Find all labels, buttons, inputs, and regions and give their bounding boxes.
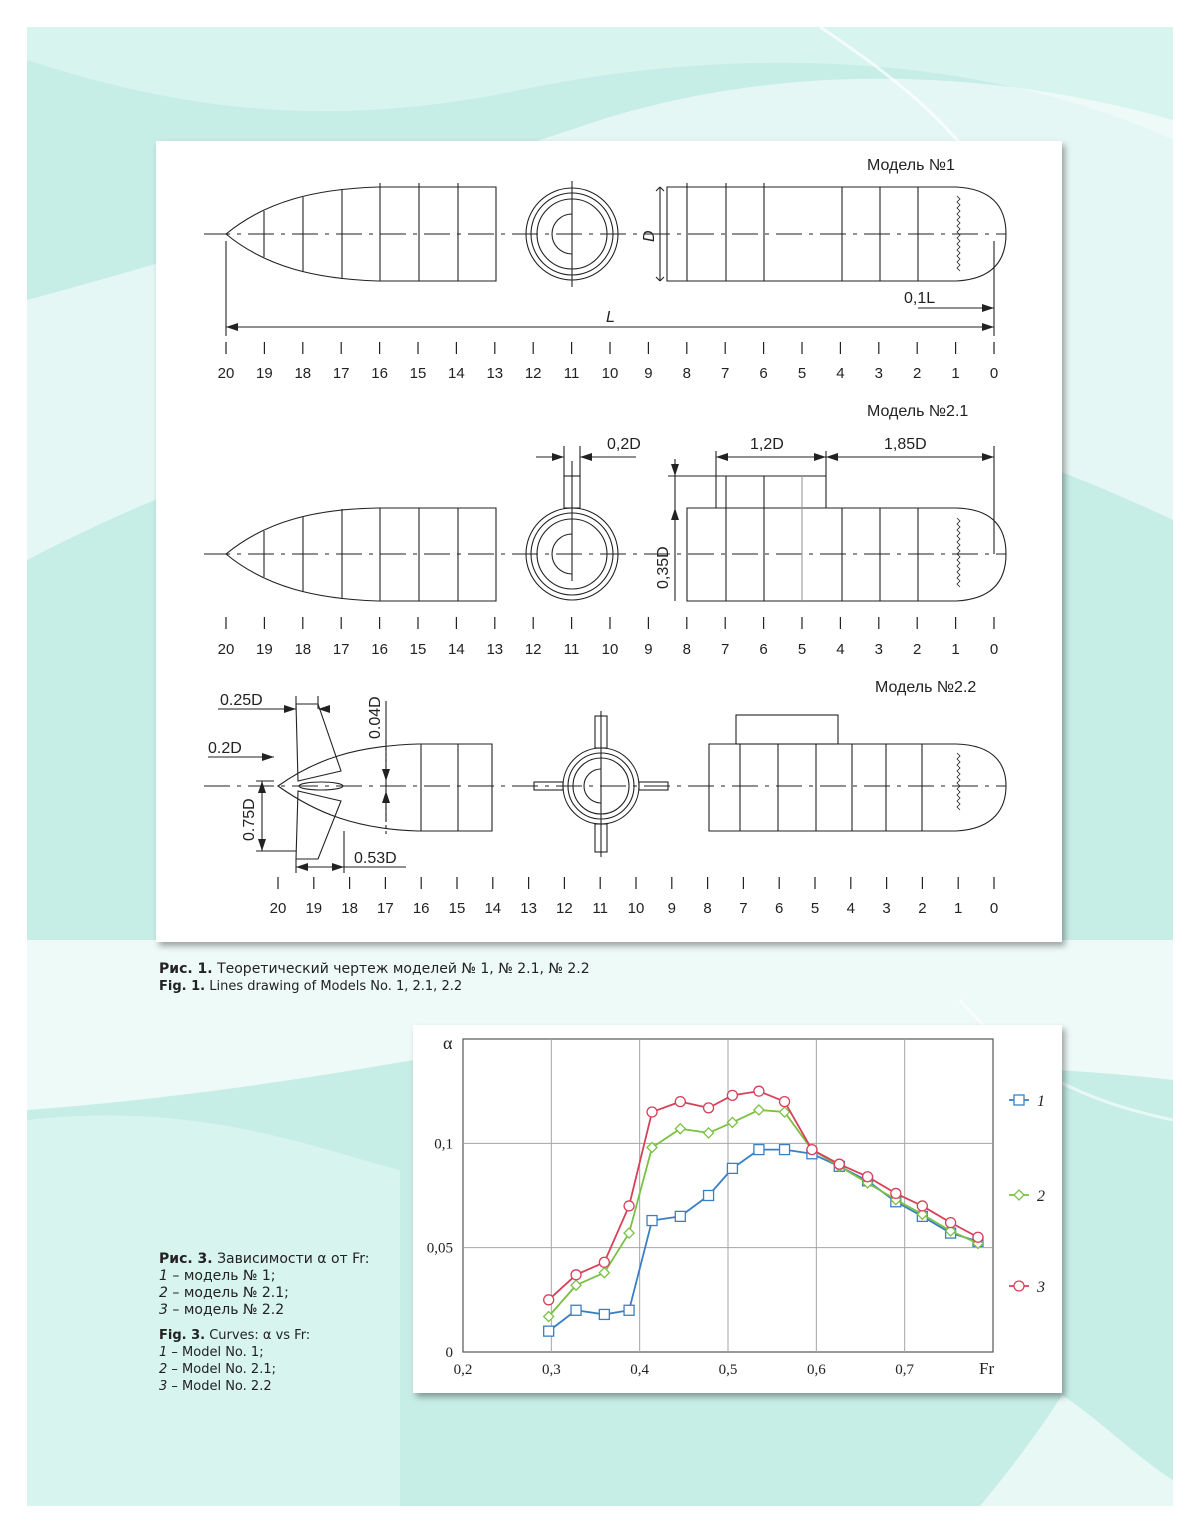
data-point (891, 1188, 901, 1198)
stations-row-model21 (218, 617, 999, 658)
data-point (624, 1228, 634, 1238)
station-label: 9 (644, 365, 653, 382)
legend-item (1009, 1093, 1045, 1110)
data-point (647, 1216, 657, 1226)
station-label: 4 (846, 900, 855, 917)
x-tick-label: 0,2 (453, 1362, 473, 1378)
legend-label: 1 (1037, 1093, 1045, 1110)
model22-aft-body (709, 744, 1006, 831)
data-point (946, 1218, 956, 1228)
series-1 (544, 1145, 983, 1337)
station-label: 2 (913, 641, 922, 658)
station-label: 11 (592, 900, 608, 917)
caption1-ru-text: Теоретический чертеж моделей № 1, № 2.1, № 2.2 (212, 961, 590, 977)
data-point (599, 1309, 609, 1319)
station-label: 5 (797, 641, 807, 658)
station-label: 10 (601, 641, 619, 658)
data-point (1014, 1190, 1024, 1200)
data-point (704, 1103, 714, 1113)
station-label: 19 (305, 900, 323, 917)
figure3-panel (413, 1025, 1062, 1393)
dim-0.2D-label-b: 0.2D (208, 740, 242, 757)
data-point (754, 1086, 764, 1096)
figure3-caption (159, 1251, 369, 1395)
model22-section-view (534, 711, 668, 857)
caption1-en-label: Fig. 1. (159, 979, 206, 994)
station-label: 9 (667, 900, 676, 917)
station-label: 8 (682, 641, 691, 658)
caption3-ru-item-num: 2 (159, 1285, 168, 1301)
y-tick-labels (427, 1136, 453, 1361)
caption1-en-text: Lines drawing of Models No. 1, 2.1, 2.2 (205, 979, 463, 994)
caption3-ru-item-num: 1 (159, 1268, 168, 1284)
station-label: 10 (601, 365, 619, 382)
station-label: 0 (989, 900, 999, 917)
data-point (544, 1326, 554, 1336)
caption3-en-item-text: – Model No. 1; (167, 1345, 264, 1360)
station-label: 14 (448, 641, 465, 658)
alpha-vs-fr-chart (413, 1025, 1062, 1393)
station-label: 5 (797, 365, 807, 382)
data-point (754, 1145, 764, 1155)
station-label: 12 (524, 641, 542, 658)
caption3-ru-item-text: – модель № 2.2 (167, 1302, 285, 1318)
model21-drawing (204, 403, 1006, 601)
station-label: 2 (913, 365, 922, 382)
station-label: 1 (954, 900, 963, 917)
dim-0.53D-label: 0.53D (354, 850, 397, 867)
y-axis-label: α (443, 1033, 453, 1053)
station-label: 7 (721, 365, 730, 382)
caption3-en-item-text: – Model No. 2.2 (167, 1379, 272, 1394)
data-point (571, 1270, 581, 1280)
series-line (549, 1110, 978, 1317)
series-layer (544, 1086, 983, 1336)
station-label: 3 (882, 900, 891, 917)
station-label: 7 (721, 641, 730, 658)
station-label: 13 (486, 641, 504, 658)
dim-L-label: L (606, 309, 615, 326)
dim-0.1L-label: 0,1L (904, 290, 936, 307)
station-label: 3 (874, 365, 883, 382)
legend-item (1009, 1188, 1045, 1205)
station-label: 13 (520, 900, 537, 917)
model22-fore-body (278, 744, 492, 831)
station-label: 16 (412, 900, 430, 917)
data-point (780, 1145, 790, 1155)
data-point (1014, 1281, 1024, 1291)
figure1-caption (159, 961, 590, 995)
legend-label: 2 (1037, 1188, 1045, 1205)
station-label: 0 (989, 365, 999, 382)
station-label: 18 (294, 365, 312, 382)
caption3-en-text: Curves: α vs Fr: (205, 1328, 311, 1343)
station-label: 13 (486, 365, 504, 382)
legend (1009, 1093, 1045, 1296)
station-label: 8 (682, 365, 691, 382)
station-label: 17 (377, 900, 394, 917)
station-label: 15 (448, 900, 466, 917)
station-label: 6 (759, 365, 768, 382)
grid-lines (463, 1039, 993, 1352)
data-point (599, 1257, 609, 1267)
station-label: 6 (759, 641, 768, 658)
data-point (647, 1107, 657, 1117)
data-point (647, 1143, 657, 1153)
data-point (727, 1117, 737, 1127)
x-tick-labels (454, 1362, 915, 1378)
station-label: 12 (524, 365, 542, 382)
x-tick-label: 0,4 (630, 1362, 650, 1378)
x-tick-label: 0,7 (895, 1362, 915, 1378)
caption1-ru-label: Рис. 1. (159, 961, 213, 977)
data-point (973, 1232, 983, 1242)
model22-upper-fin (296, 704, 341, 781)
model1-fore-stations (264, 183, 458, 281)
station-label: 10 (627, 900, 645, 917)
data-point (624, 1305, 634, 1315)
data-point (807, 1145, 817, 1155)
data-point (727, 1090, 737, 1100)
model22-drawing (204, 679, 1006, 873)
data-point (571, 1305, 581, 1315)
station-label: 14 (484, 900, 502, 917)
x-tick-label: 0,5 (718, 1362, 738, 1378)
dim-D-label: D (641, 230, 658, 242)
station-label: 1 (951, 365, 960, 382)
station-label: 18 (341, 900, 358, 917)
legend-item (1009, 1279, 1045, 1296)
station-label: 17 (332, 365, 350, 382)
dim-1.85D-label: 1,85D (884, 436, 927, 453)
caption3-en-item-num: 2 (159, 1362, 168, 1377)
data-point (917, 1201, 927, 1211)
station-label: 12 (556, 900, 573, 917)
data-point (727, 1163, 737, 1173)
model21-section-view (526, 436, 641, 600)
dim-0.75D-label: 0.75D (241, 798, 258, 841)
caption3-ru-item-num: 3 (159, 1302, 168, 1318)
dim-0.2D-label: 0,2D (607, 436, 641, 453)
station-label: 20 (269, 900, 287, 917)
station-label: 1 (951, 641, 960, 658)
station-label: 20 (217, 365, 235, 382)
data-point (1014, 1095, 1024, 1105)
dim-0.04D-label: 0.04D (367, 696, 384, 739)
y-tick-label: 0,05 (426, 1240, 453, 1257)
dim-0.35D-label: 0,35D (655, 546, 672, 589)
data-point (599, 1268, 609, 1278)
station-label: 18 (294, 641, 312, 658)
lines-drawing (156, 141, 1062, 942)
data-point (675, 1124, 685, 1134)
caption3-en-label: Fig. 3. (159, 1328, 206, 1343)
station-label: 7 (739, 900, 748, 917)
station-label: 14 (448, 365, 465, 382)
caption3-ru-text: Зависимости α от Fr: (212, 1251, 370, 1267)
station-label: 16 (371, 641, 388, 658)
station-label: 20 (217, 641, 235, 658)
station-label: 19 (256, 641, 273, 658)
station-label: 8 (703, 900, 712, 917)
y-tick-label: 0 (445, 1345, 453, 1361)
model1-title: Модель №1 (867, 157, 955, 174)
x-tick-label: 0,3 (541, 1362, 561, 1378)
caption3-en-item-text: – Model No. 2.1; (167, 1362, 276, 1377)
station-label: 16 (371, 365, 388, 382)
station-label: 17 (332, 641, 350, 658)
data-point (704, 1191, 714, 1201)
station-label: 9 (644, 641, 653, 658)
stations-row-model1 (218, 342, 999, 382)
model22-sail (736, 715, 838, 744)
caption3-ru-item-text: – модель № 2.1; (167, 1285, 289, 1301)
data-point (675, 1211, 685, 1221)
station-label: 11 (563, 365, 580, 382)
series-line (549, 1091, 978, 1300)
station-label: 19 (256, 365, 273, 382)
dim-0.25D-label: 0.25D (220, 692, 263, 709)
station-label: 15 (409, 641, 427, 658)
data-point (704, 1128, 714, 1138)
stations-row-model22 (270, 877, 999, 917)
station-label: 3 (874, 641, 883, 658)
station-label: 15 (409, 365, 427, 382)
legend-label: 3 (1037, 1279, 1045, 1296)
caption3-ru-label: Рис. 3. (159, 1251, 213, 1267)
y-tick-label: 0,1 (434, 1136, 453, 1153)
x-axis-label: Fr (979, 1359, 995, 1378)
data-point (675, 1097, 685, 1107)
dim-1.2D-label: 1,2D (750, 436, 784, 453)
x-tick-label: 0,6 (806, 1362, 826, 1378)
station-label: 4 (836, 365, 845, 382)
station-label: 11 (563, 641, 580, 658)
caption3-en-item-num: 3 (159, 1379, 168, 1394)
caption3-ru-item-text: – модель № 1; (167, 1268, 276, 1284)
data-point (834, 1159, 844, 1169)
model22-title: Модель №2.2 (875, 679, 977, 696)
station-label: 2 (918, 900, 927, 917)
data-point (780, 1097, 790, 1107)
data-point (544, 1295, 554, 1305)
station-label: 0 (989, 641, 999, 658)
station-label: 4 (836, 641, 845, 658)
data-point (624, 1201, 634, 1211)
data-point (863, 1172, 873, 1182)
model1-aft-stations (687, 183, 960, 281)
station-label: 6 (775, 900, 784, 917)
station-label: 5 (810, 900, 820, 917)
caption3-en-item-num: 1 (159, 1345, 168, 1360)
figure1-panel (156, 141, 1062, 942)
model21-title: Модель №2.1 (867, 403, 969, 420)
model1-drawing (204, 157, 1006, 336)
data-point (754, 1105, 764, 1115)
